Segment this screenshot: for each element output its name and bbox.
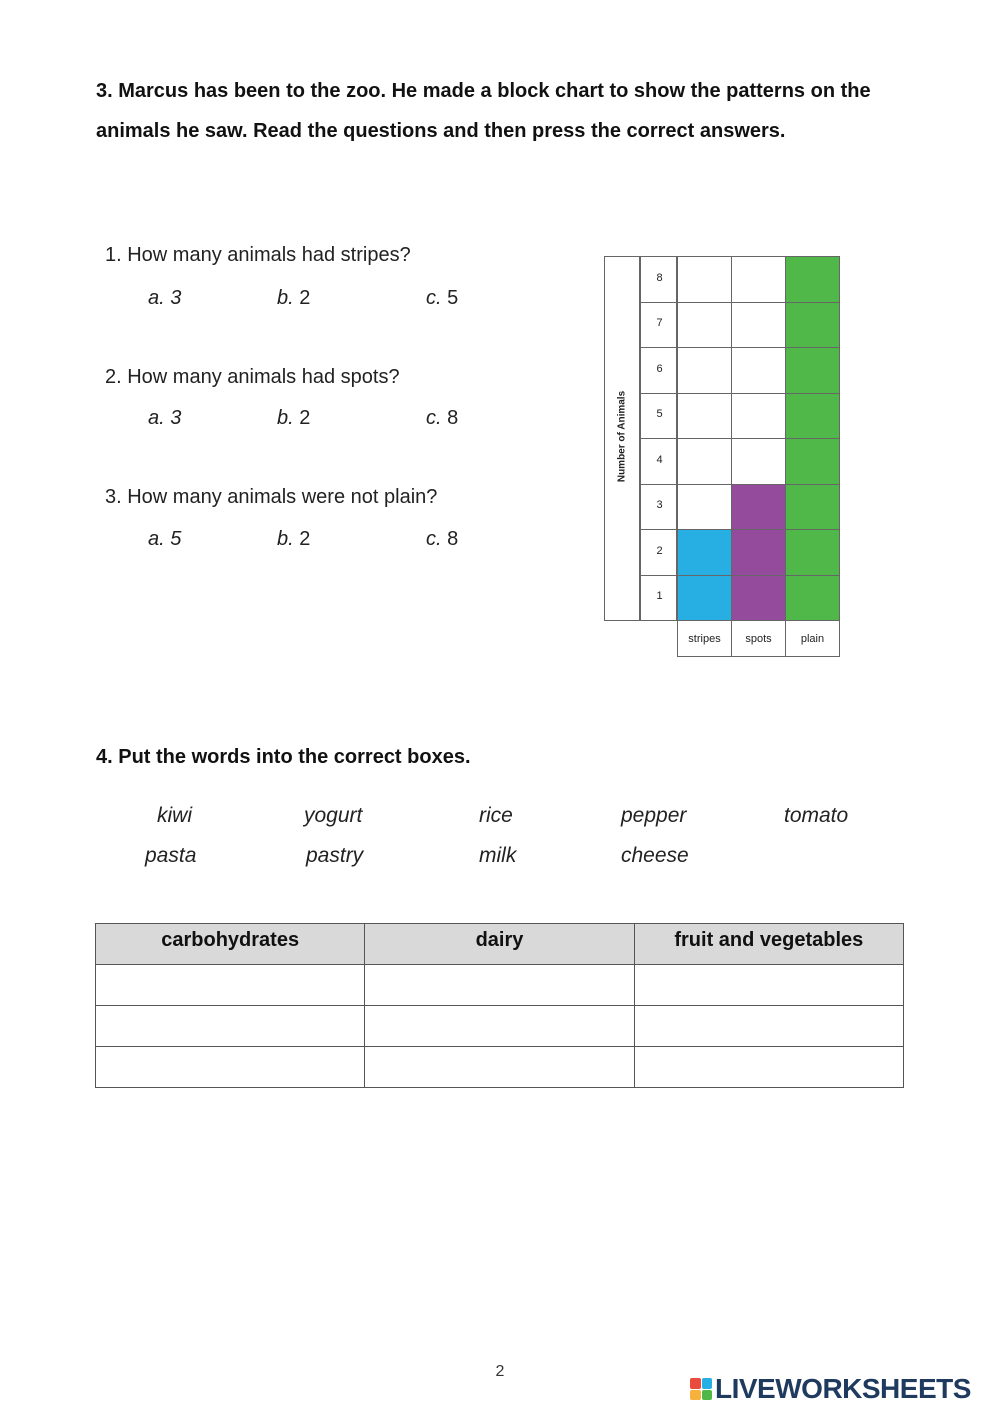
bar-block-stripes: [677, 529, 732, 576]
y-tick-label: 4: [656, 453, 663, 466]
y-tick-cell: [640, 575, 677, 622]
page-number: 2: [495, 1363, 505, 1380]
table-row: [96, 965, 904, 1006]
word-tomato[interactable]: tomato: [784, 804, 849, 827]
q1-option-b[interactable]: b. 2: [277, 287, 311, 309]
empty-block: [677, 347, 732, 394]
empty-block: [731, 347, 786, 394]
y-tick-label: 2: [656, 544, 663, 557]
y-tick-cell: [640, 256, 677, 303]
y-tick-label: 7: [656, 317, 663, 330]
exercise-3-instruction: 3. Marcus has been to the zoo. He made a block chart to show the patterns on the animals he saw. Read the questions and then press the correct answers.: [96, 80, 871, 142]
bar-block-plain: [785, 256, 840, 303]
drop-box[interactable]: [634, 1006, 903, 1047]
empty-block: [731, 302, 786, 349]
y-tick-label: 3: [656, 499, 663, 512]
word-yogurt[interactable]: yogurt: [304, 804, 363, 827]
bar-block-plain: [785, 347, 840, 394]
word-kiwi[interactable]: kiwi: [157, 804, 192, 827]
drop-box[interactable]: [96, 1047, 365, 1088]
q3-option-c[interactable]: c. 8: [426, 528, 459, 550]
question-1: 1. How many animals had stripes?: [105, 244, 411, 266]
empty-block: [677, 393, 732, 440]
word-rice[interactable]: rice: [479, 804, 513, 827]
q2-option-c[interactable]: c. 8: [426, 407, 459, 429]
sorting-table: [95, 923, 904, 1088]
q2-option-b[interactable]: b. 2: [277, 407, 311, 429]
y-tick-label: 1: [656, 590, 663, 603]
word-pepper[interactable]: pepper: [621, 804, 687, 827]
drop-box[interactable]: [365, 1047, 634, 1088]
block-chart: [604, 256, 844, 660]
header-fruit-and-vegetables: fruit and vegetables: [634, 924, 903, 965]
bar-block-stripes: [677, 575, 732, 622]
empty-block: [677, 438, 732, 485]
drop-box[interactable]: [365, 965, 634, 1006]
empty-block: [677, 484, 732, 531]
empty-block: [677, 256, 732, 303]
y-tick-label: 8: [656, 271, 663, 284]
table-row: [96, 1006, 904, 1047]
y-tick-cell: [640, 529, 677, 576]
word-milk[interactable]: milk: [479, 844, 517, 867]
word-pastry[interactable]: pastry: [306, 844, 364, 867]
liveworksheets-logo-icon: [690, 1378, 712, 1400]
empty-block: [731, 256, 786, 303]
table-row: [96, 1047, 904, 1088]
q1-option-a[interactable]: a. 3: [148, 287, 182, 309]
drop-box[interactable]: [365, 1006, 634, 1047]
bar-block-spots: [731, 529, 786, 576]
drop-box[interactable]: [634, 1047, 903, 1088]
bar-block-spots: [731, 575, 786, 622]
header-dairy: dairy: [365, 924, 634, 965]
q3-option-a[interactable]: a. 5: [148, 528, 182, 550]
category-label-plain: plain: [785, 620, 840, 657]
q3-option-b[interactable]: b. 2: [277, 528, 311, 550]
bar-block-plain: [785, 529, 840, 576]
q1-option-c[interactable]: c. 5: [426, 287, 459, 309]
empty-block: [731, 393, 786, 440]
empty-block: [731, 438, 786, 485]
brand-name: LIVEWORKSHEETS: [715, 1373, 971, 1404]
category-label-stripes: stripes: [677, 620, 732, 657]
question-3: 3. How many animals were not plain?: [105, 486, 438, 508]
bar-block-plain: [785, 575, 840, 622]
category-label-spots: spots: [731, 620, 786, 657]
word-pasta[interactable]: pasta: [145, 844, 197, 867]
y-tick-cell: [640, 438, 677, 485]
y-tick-label: 5: [656, 408, 663, 421]
bar-block-plain: [785, 393, 840, 440]
exercise-4-instruction: 4. Put the words into the correct boxes.: [96, 746, 471, 768]
q2-option-a[interactable]: a. 3: [148, 407, 182, 429]
liveworksheets-brand: [690, 1374, 971, 1404]
y-tick-cell: [640, 393, 677, 440]
bar-block-plain: [785, 438, 840, 485]
drop-box[interactable]: [96, 1006, 365, 1047]
y-tick-label: 6: [656, 362, 663, 375]
question-2: 2. How many animals had spots?: [105, 366, 400, 388]
bar-block-spots: [731, 484, 786, 531]
drop-box[interactable]: [96, 965, 365, 1006]
bar-block-plain: [785, 302, 840, 349]
bar-block-plain: [785, 484, 840, 531]
y-axis-label: Number of Animals: [616, 390, 628, 483]
empty-block: [677, 302, 732, 349]
y-tick-cell: [640, 302, 677, 349]
word-cheese[interactable]: cheese: [621, 844, 689, 867]
y-tick-cell: [640, 484, 677, 531]
y-tick-cell: [640, 347, 677, 394]
header-carbohydrates: carbohydrates: [96, 924, 365, 965]
drop-box[interactable]: [634, 965, 903, 1006]
